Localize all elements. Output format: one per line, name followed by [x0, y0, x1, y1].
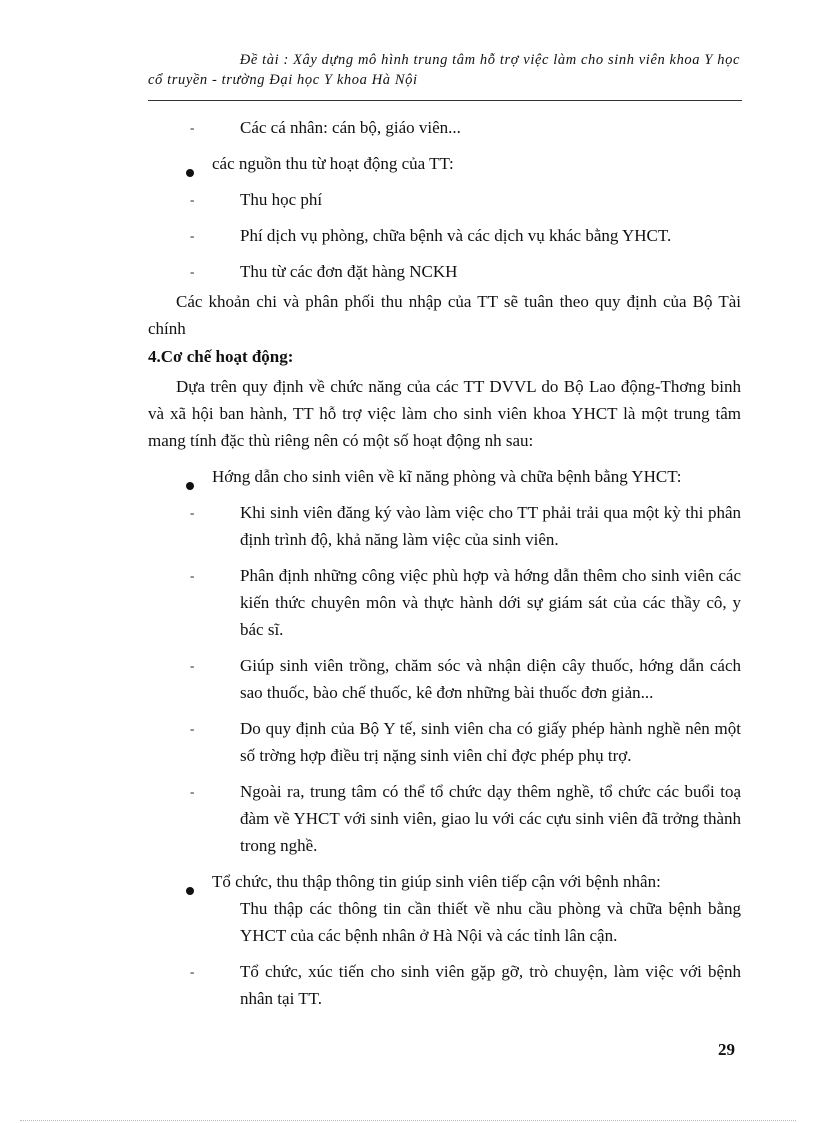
bullet-item-text: Hớng dẫn cho sinh viên về kĩ năng phòng và chữa bệnh bằng YHCT: — [212, 467, 682, 486]
page-bottom-divider — [20, 1120, 796, 1121]
bullet-item — [148, 150, 741, 177]
bullet-icon — [186, 159, 194, 186]
list-item-text: Ngoài ra, trung tâm có thể tổ chức dạy thêm nghề, tổ chức các buổi toạ đàm về YHCT với sinh viên, giao lu với các cựu sinh viên đã trởng thành trong nghề. — [240, 782, 741, 855]
list-item — [148, 258, 741, 285]
dash-marker: - — [190, 505, 195, 520]
dash-marker: - — [190, 120, 195, 135]
list-item-text: Phí dịch vụ phòng, chữa bệnh và các dịch vụ khác bằng YHCT. — [240, 226, 672, 245]
dash-marker: - — [190, 228, 195, 243]
list-item — [148, 499, 741, 553]
paragraph-text: Các khoản chi và phân phối thu nhập của TT sẽ tuân theo quy định của Bộ Tài chính — [148, 292, 741, 338]
list-item-text: Thu học phí — [240, 190, 323, 209]
list-item-text: Giúp sinh viên trồng, chăm sóc và nhận diện cây thuốc, hớng dẫn cách sao thuốc, bào chế thuốc, kê đơn những bài thuốc đơn giản... — [240, 656, 741, 702]
page-number: 29 — [718, 1040, 735, 1059]
document-body — [148, 114, 741, 1021]
list-item — [148, 895, 741, 949]
page-header — [148, 50, 742, 90]
list-item-text: Các cá nhân: cán bộ, giáo viên... — [240, 118, 461, 137]
dash-marker: - — [190, 568, 195, 583]
list-item — [148, 715, 741, 769]
bullet-item — [148, 463, 741, 490]
list-item-text: Thu từ các đơn đặt hàng NCKH — [240, 262, 458, 281]
section-heading: 4.Cơ chế hoạt động: — [148, 347, 294, 366]
list-item — [148, 114, 741, 141]
list-item — [148, 562, 741, 643]
list-item — [148, 778, 741, 859]
list-item — [148, 652, 741, 706]
bullet-item-text: Tổ chức, thu thập thông tin giúp sinh viên tiếp cận với bệnh nhân: — [212, 872, 661, 891]
list-item-text: Phân định những công việc phù hợp và hớng dẫn thêm cho sinh viên các kiến thức chuyên môn và thực hành dới sự giám sát của các thầy cô, y bác sĩ. — [240, 566, 741, 639]
list-item-text: Khi sinh viên đăng ký vào làm việc cho TT phải trải qua một kỳ thi phân định trình độ, khả năng làm việc của sinh viên. — [240, 503, 741, 549]
list-item-text: Do quy định của Bộ Y tế, sinh viên cha có giấy phép hành nghề nên một số trờng hợp điều trị nặng sinh viên chỉ đợc phép phụ trợ. — [240, 719, 741, 765]
list-item-text: Thu thập các thông tin cần thiết về nhu cầu phòng và chữa bệnh bằng YHCT của các bệnh nhân ở Hà Nội và các tỉnh lân cận. — [240, 899, 741, 945]
bullet-item-text: các nguồn thu từ hoạt động của TT: — [212, 154, 454, 173]
paragraph-text: Dựa trên quy định về chức năng của các TT DVVL do Bộ Lao động-Thơng binh và xã hội ban hành, TT hỗ trợ việc làm cho sinh viên khoa YHCT là một trung tâm mang tính đặc thù riêng nên có một số hoạt động nh sau: — [148, 377, 741, 450]
paragraph — [148, 373, 741, 454]
list-item — [148, 186, 741, 213]
paragraph — [148, 288, 741, 342]
bullet-icon — [186, 472, 194, 499]
list-item — [148, 958, 741, 1012]
list-item-text: Tổ chức, xúc tiến cho sinh viên gặp gỡ, trò chuyện, làm việc với bệnh nhân tại TT. — [240, 962, 741, 1008]
header-title-line2: cổ truyền - trường Đại học Y khoa Hà Nội — [148, 72, 418, 88]
dash-marker: - — [190, 658, 195, 673]
dash-marker: - — [190, 964, 195, 979]
list-item — [148, 222, 741, 249]
header-title-line1: Đề tài : Xây dựng mô hình trung tâm hỗ trợ việc làm cho sinh viên khoa Y học — [239, 52, 740, 68]
dash-marker: - — [190, 784, 195, 799]
header-divider — [148, 100, 742, 101]
dash-marker: - — [190, 192, 195, 207]
dash-marker: - — [190, 721, 195, 736]
dash-marker: - — [190, 264, 195, 279]
bullet-item — [148, 868, 741, 895]
